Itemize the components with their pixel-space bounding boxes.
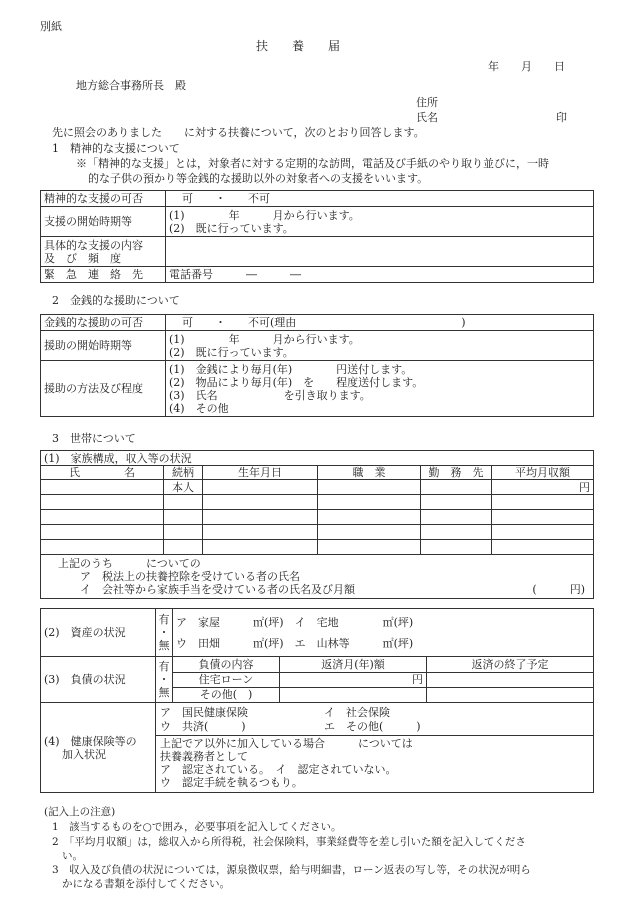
debts-row-housing-yen: 円 [280, 672, 427, 687]
table-cell[interactable] [421, 525, 492, 540]
debts-row-other-amount[interactable] [280, 687, 427, 702]
deduction-line3: イ 会社等から家族手当を受けている者の氏名及び月額 [80, 583, 355, 596]
insurance-line3: 上記でア以外に加入している場合 については [160, 737, 413, 750]
emotional-start-label: 支援の開始時期等 [41, 207, 166, 237]
financial-method-opt3: (3) 氏名 を引き取ります。 [169, 388, 371, 402]
table-cell[interactable] [492, 510, 594, 525]
emotional-start-opt2: (2) 既に行っています。 [169, 221, 294, 235]
assets-line2: ウ 田畑 ㎡(坪) エ 山林等 ㎡(坪) [176, 636, 414, 650]
table-cell[interactable] [318, 480, 421, 495]
address-label: 住所 [416, 96, 438, 109]
annex-label: 別紙 [40, 20, 62, 33]
insurance-social: イ 社会保険 [324, 706, 390, 719]
emotional-availability-value: 可 ・ 不可 [166, 191, 594, 207]
family-header-relation: 続柄 [164, 466, 203, 480]
section1-note-line2: 的な子供の預かり等金銭的な援助以外の対象者への支援をいいます。 [88, 172, 429, 185]
emotional-content-label1: 具体的な支援の内容 [44, 238, 143, 252]
table-row[interactable] [41, 495, 164, 510]
note-2b: い。 [62, 850, 83, 862]
family-caption: (1) 家族構成，収入等の状況 [41, 451, 594, 466]
table-cell[interactable] [164, 510, 203, 525]
section3-heading: 3 世帯について [52, 432, 136, 445]
table-cell[interactable] [318, 525, 421, 540]
family-income-yen: 円 [492, 480, 594, 495]
assets-line1: ア 家屋 ㎡(坪) イ 宅地 ㎡(坪) [176, 615, 414, 629]
insurance-other: エ その他( ) [324, 720, 421, 733]
table-cell[interactable] [421, 480, 492, 495]
table-cell[interactable] [164, 495, 203, 510]
insurance-line4: 扶養義務者として [160, 750, 248, 763]
table-cell[interactable] [492, 540, 594, 555]
table-cell[interactable] [492, 495, 594, 510]
financial-start-opt1: (1) 年 月から行います。 [169, 332, 360, 346]
insurance-label2: 加入状況 [62, 747, 106, 761]
table-cell[interactable] [421, 540, 492, 555]
emergency-contact-value[interactable]: 電話番号 ― ― [166, 267, 594, 283]
debts-row-other-end[interactable] [427, 687, 594, 702]
table-cell[interactable] [318, 540, 421, 555]
assets-label: (2) 資産の状況 [41, 609, 156, 657]
deduction-line1: 上記のうち についての [58, 557, 201, 570]
table-cell[interactable] [164, 540, 203, 555]
table-row[interactable] [41, 525, 164, 540]
family-header-income: 平均月収額 [492, 466, 594, 480]
emotional-support-table [40, 190, 594, 283]
deduction-line2: ア 税法上の扶養控除を受けている者の氏名 [80, 570, 300, 583]
financial-method-opt2: (2) 物品により毎月(年) を 程度送付します。 [169, 375, 424, 389]
family-header-workplace: 勤 務 先 [421, 466, 492, 480]
table-cell[interactable] [203, 495, 318, 510]
table-cell[interactable] [318, 495, 421, 510]
debts-row-housing: 住宅ローン [173, 672, 280, 687]
date-line: 年 月 日 [488, 60, 565, 73]
section1-note-line1: ※「精神的な支援」とは，対象者に対する定期的な訪問，電話及び手紙のやり取り並びに，一時 [76, 157, 549, 170]
note-3b: かになる書類を添付してください。 [62, 878, 230, 890]
debts-row-housing-end[interactable] [427, 672, 594, 687]
table-row[interactable] [41, 540, 164, 555]
financial-availability-value: 可 ・ 不可(理由 ) [166, 315, 594, 331]
table-row[interactable] [41, 510, 164, 525]
table-cell[interactable] [421, 495, 492, 510]
emotional-start-opt1: (1) 年 月から行います。 [169, 208, 360, 222]
assets-dot: ・ [158, 626, 170, 639]
insurance-national: ア 国民健康保険 [160, 706, 248, 719]
notes-heading: (記入上の注意) [44, 806, 116, 818]
debts-table [173, 657, 593, 702]
debts-header-payment: 返済月(年)額 [280, 657, 427, 672]
debts-dot: ・ [158, 673, 170, 686]
assets-yes[interactable]: 有 [158, 613, 170, 626]
insurance-line5: ア 認定されている。 イ 認定されていない。 [160, 763, 397, 776]
financial-start-opt2: (2) 既に行っています。 [169, 345, 294, 359]
emergency-contact-label: 緊 急 連 絡 先 [41, 267, 166, 283]
family-table [40, 450, 594, 599]
debts-yes[interactable]: 有 [158, 660, 170, 673]
table-cell[interactable] [318, 510, 421, 525]
debts-row-other: その他( ) [173, 687, 280, 702]
debts-no[interactable]: 無 [158, 686, 170, 699]
table-cell[interactable] [203, 525, 318, 540]
table-row[interactable] [41, 480, 164, 495]
name-label: 氏名 [416, 111, 438, 124]
note-3a: 3 収入及び負債の状況については，源泉徴収票，給与明細書，ローン返表の写し等，その状況が明ら [52, 864, 531, 876]
family-relation-self: 本人 [164, 480, 203, 495]
form-title: 扶 養 届 [256, 39, 341, 53]
insurance-label1: (4) 健康保険等の [44, 734, 137, 748]
financial-availability-label: 金銭的な援助の可否 [41, 315, 166, 331]
financial-method-opt4: (4) その他 [169, 401, 229, 415]
table-cell[interactable] [203, 480, 318, 495]
financial-start-label: 援助の開始時期等 [41, 331, 166, 361]
family-header-occupation: 職 業 [318, 466, 421, 480]
family-header-birthdate: 生年月日 [203, 466, 318, 480]
financial-method-label: 援助の方法及び程度 [41, 361, 166, 417]
table-cell[interactable] [492, 525, 594, 540]
note-2a: 2 「平均月収額」は，総収入から所得税，社会保険料，事業経費等を差し引いた額を記入してくださ [52, 836, 526, 848]
section1-heading: 1 精神的な支援について [52, 142, 180, 155]
family-header-name: 氏 名 [41, 466, 164, 480]
addressee: 地方総合事務所長 殿 [76, 79, 186, 92]
seal-mark: 印 [556, 111, 567, 124]
section2-heading: 2 金銭的な援助について [52, 294, 180, 307]
financial-support-table [40, 314, 594, 417]
household-status-table [40, 608, 594, 793]
emotional-content-value[interactable] [166, 237, 594, 267]
assets-no[interactable]: 無 [158, 639, 170, 652]
table-cell[interactable] [421, 510, 492, 525]
financial-method-opt1: (1) 金銭により毎月(年) 円送付します。 [169, 362, 413, 376]
intro-text: 先に照会のありました に対する扶養について，次のとおり回答します。 [52, 126, 425, 139]
table-cell[interactable] [203, 540, 318, 555]
table-cell[interactable] [203, 510, 318, 525]
insurance-mutual: ウ 共済( ) [160, 720, 246, 733]
emotional-availability-label: 精神的な支援の可否 [41, 191, 166, 207]
debts-header-content: 負債の内容 [173, 657, 280, 672]
debts-header-end: 返済の終了予定 [427, 657, 594, 672]
deduction-amount: ( 円) [532, 583, 585, 596]
emotional-content-label2: 及 び 頻 度 [44, 251, 121, 265]
debts-label: (3) 負債の状況 [41, 657, 156, 703]
insurance-line6: ウ 認定手続を執るつもり。 [160, 776, 303, 789]
table-cell[interactable] [164, 525, 203, 540]
note-1: 1 該当するものを○で囲み，必要事項を記入してください。 [52, 821, 342, 833]
